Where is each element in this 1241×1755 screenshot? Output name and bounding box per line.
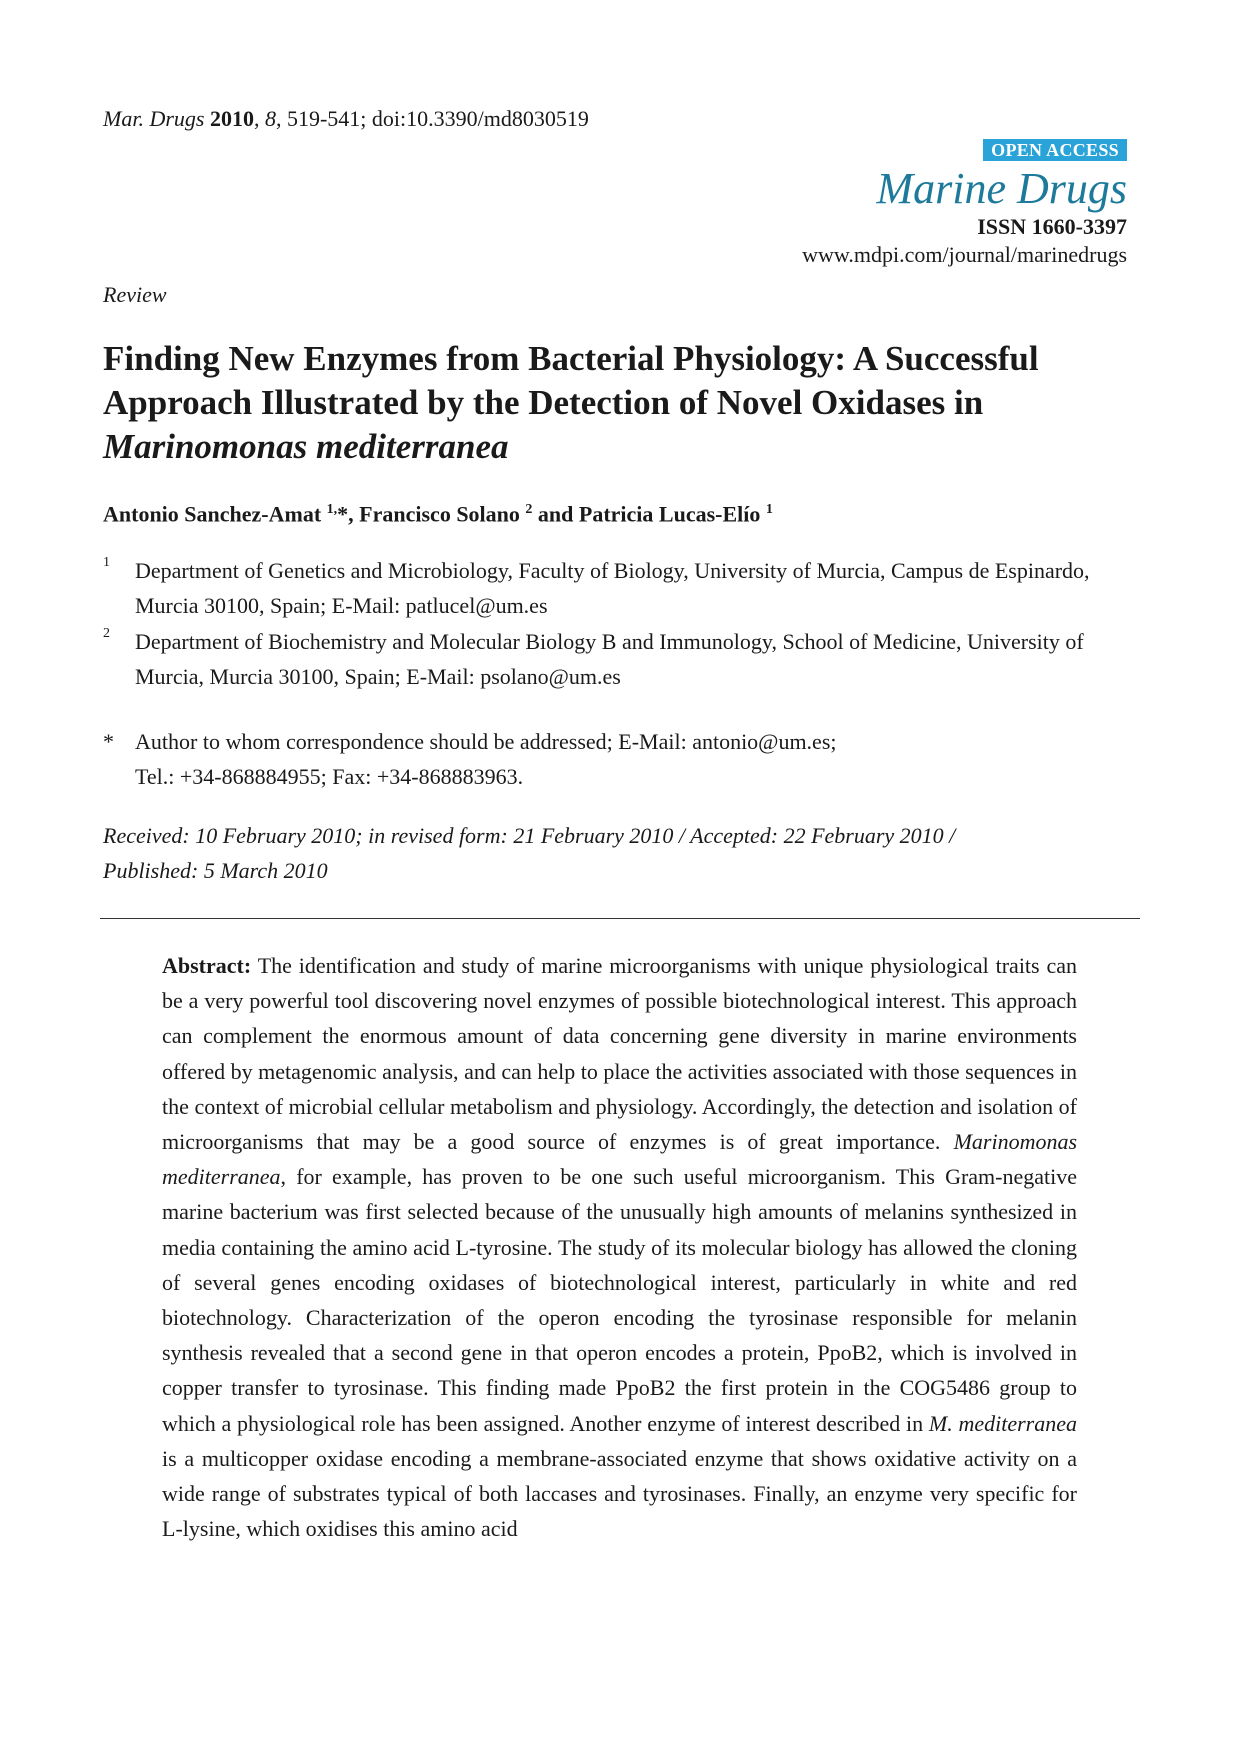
- affiliation-text: Department of Genetics and Microbiology, Faculty of Biology, University of Murcia, Campus de Espinardo, Murcia 30100, Spain; E-Mail: patlucel@um.es: [135, 558, 1090, 618]
- author-joiner: and: [537, 501, 574, 527]
- paper-title: [103, 337, 1143, 469]
- title-line-1: Finding New Enzymes from Bacterial Physiology: A Successful: [103, 339, 1039, 378]
- author-1-affiliation: 1,: [326, 502, 338, 517]
- citation-pages-doi: , 519-541; doi:10.3390/md8030519: [275, 106, 589, 131]
- journal-url[interactable]: www.mdpi.com/journal/marinedrugs: [802, 242, 1127, 267]
- abstract-species-2: M. mediterranea: [928, 1410, 1077, 1436]
- correspondence-mark: *: [103, 729, 114, 754]
- correspondence-line-2: Tel.: +34-868884955; Fax: +34-868883963.: [135, 764, 524, 789]
- abstract-text-4: is a multicopper oxidase encoding a membrane-associated enzyme that shows oxidative activity on a wide range of substrates typical of both laccases and tyrosinases. Finally, an enzyme very specific for: [162, 1445, 1077, 1507]
- author-3-affiliation: 1: [765, 502, 773, 517]
- abstract-species-1: Marinomonas mediterranea: [162, 1129, 1078, 1190]
- citation-volume: 8: [264, 106, 276, 131]
- affiliation-2: [103, 624, 1143, 694]
- abstract: [162, 948, 1077, 1546]
- author-1: Antonio Sanchez-Amat: [103, 501, 322, 527]
- abstract-text-2: , for example, has proven to be one such useful microorganism. This Gram-negative marine bacterium was first selected because of the unusually high amounts of melanins synthesized in media containing the amino acid: [162, 1164, 1077, 1260]
- author-1-corresponding-mark: *,: [337, 501, 354, 527]
- dates-line-2: Published: 5 March 2010: [103, 858, 328, 883]
- citation-line: Mar. Drugs 2010, 8, 519-541; doi:10.3390/md8030519: [103, 106, 589, 131]
- author-2-affiliation: 2: [525, 502, 533, 517]
- journal-masthead: [802, 139, 1127, 270]
- title-species: Marinomonas mediterranea: [103, 427, 509, 466]
- citation-year: 2010: [209, 106, 254, 131]
- author-list: [103, 496, 773, 528]
- affiliation-number: 2: [103, 626, 110, 641]
- open-access-badge: OPEN ACCESS: [983, 139, 1127, 161]
- journal-issn: ISSN 1660-3397: [977, 214, 1127, 239]
- abstract-l-prefix-1: L: [455, 1234, 469, 1260]
- abstract-text-1: The identification and study of marine microorganisms with unique physiological traits can be a very powerful tool discovering novel enzymes of possible biotechnological interest. This approach can complement the enormous amount of data concerning gene diversity in marine environments offered by metagenomic analysis, and can help to place the activities associated with those sequences in the context of microbial cellular metabolism and physiology. Accordingly, the detection and isolation of microorganisms that may be a good source of enzymes is of great importance.: [162, 953, 1078, 1155]
- journal-name: Marine Drugs: [876, 164, 1127, 213]
- dates-line-1: Received: 10 February 2010; in revised form: 21 February 2010 / Accepted: 22 February 2010 /: [103, 823, 956, 848]
- publication-dates: [103, 818, 1143, 888]
- journal-abbrev: Mar. Drugs: [103, 106, 205, 131]
- affiliation-text: Department of Biochemistry and Molecular Biology B and Immunology, School of Medicine, University of Murcia, Murcia 30100, Spain; E-Mail: psolano@um.es: [135, 629, 1084, 689]
- article-type: Review: [103, 282, 167, 307]
- abstract-label: Abstract:: [162, 953, 252, 978]
- affiliation-1: [103, 553, 1143, 623]
- correspondence-line-1: Author to whom correspondence should be addressed; E-Mail: antonio@um.es;: [135, 729, 837, 754]
- correspondence-note: [103, 724, 1143, 794]
- author-3: Patricia Lucas-Elío: [578, 501, 761, 527]
- abstract-text-3: -tyrosine. The study of its molecular biology has allowed the cloning of several genes encoding oxidases of biotechnological interest, particularly in white and red biotechnology. Characterization of the operon encoding the tyrosinase responsible for melanin synthesis revealed that a second gene in that operon encodes a protein, PpoB2, which is involved in copper transfer to tyrosinase. This finding made PpoB2 the first protein in the COG5486 group to which a physiological role has been assigned. Another enzyme of interest described in: [162, 1234, 1078, 1436]
- abstract-l-prefix-2: L: [162, 1516, 176, 1542]
- author-2: Francisco Solano: [359, 501, 520, 527]
- title-line-2: Approach Illustrated by the Detection of Novel Oxidases in: [103, 383, 984, 422]
- section-divider: [100, 918, 1140, 919]
- abstract-text-5: -lysine, which oxidises this amino acid: [175, 1516, 518, 1542]
- affiliation-number: 1: [103, 555, 110, 570]
